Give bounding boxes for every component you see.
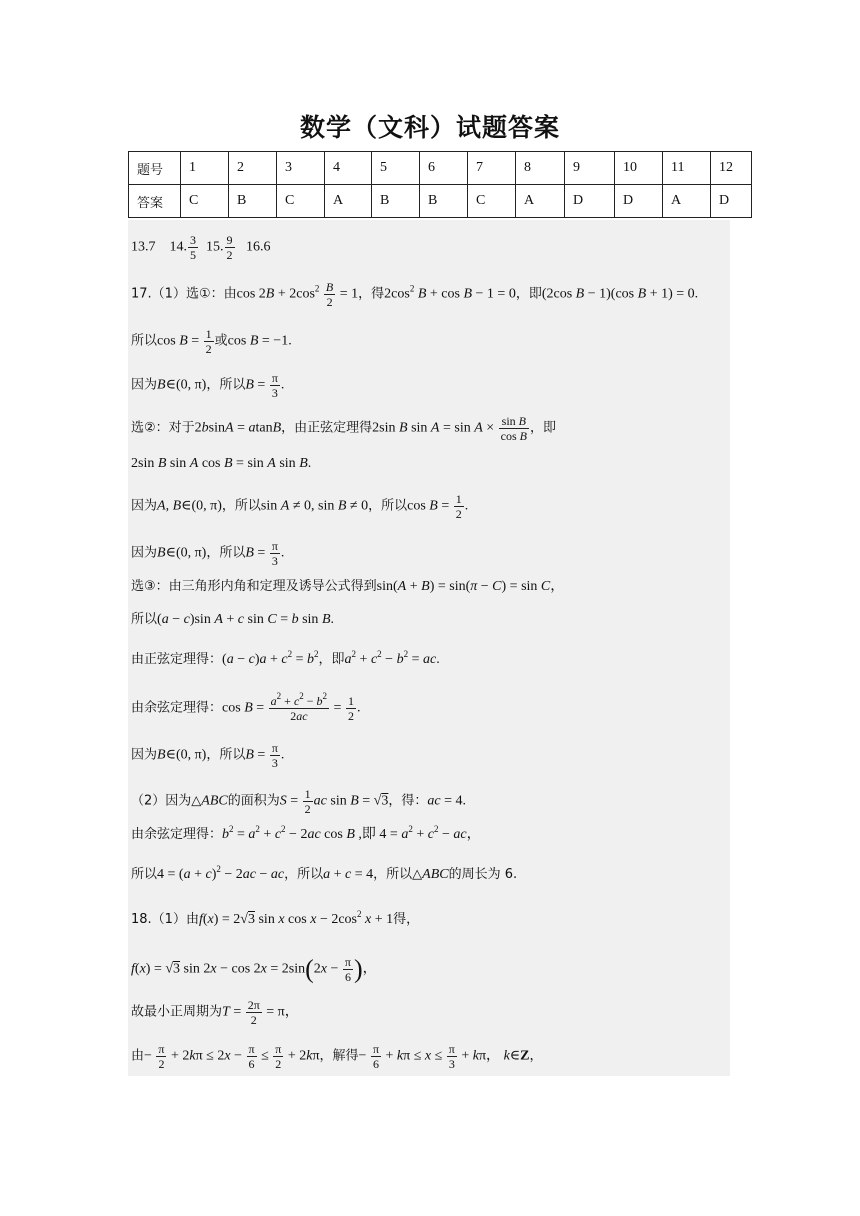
table-cell: A bbox=[325, 185, 372, 218]
table-cell: 1 bbox=[181, 152, 229, 185]
table-cell: C bbox=[277, 185, 325, 218]
table-cell: D bbox=[565, 185, 615, 218]
q17-option1-line: 17.（1）选①：由$\cos 2B + 2\cos^2$ $\frac{B}{2}$ = 1，得$2\cos^2$ B + cos B − 1 = 0，即(2cos B − 1)(cos B + 1) = 0. bbox=[131, 280, 699, 309]
q17-option3-line: 选③：由三角形内角和定理及诱导公式得到sin(A + B) = sin(π − C) = sin C， bbox=[131, 579, 565, 594]
q17-b-result-3: 因为B∈(0, π)，所以B = $\frac{\pi}{3}$ . bbox=[131, 741, 285, 770]
table-cell: B bbox=[420, 185, 468, 218]
q17-option3-eq1: 所以(a − c)sin A + c sin C = b sin B. bbox=[131, 612, 334, 627]
table-row-answers bbox=[129, 185, 752, 218]
table-cell: A bbox=[663, 185, 711, 218]
table-cell: 12 bbox=[711, 152, 752, 185]
table-cell: B bbox=[229, 185, 277, 218]
table-cell: 7 bbox=[468, 152, 516, 185]
table-cell: C bbox=[468, 185, 516, 218]
q18-period: 故最小正周期为T = $\frac{2\pi}{2}$ = π， bbox=[131, 998, 299, 1027]
q17-cosb-values: 所以cos B = $\frac{1}{2}$ 或cos B = −1. bbox=[131, 327, 292, 356]
table-cell: D bbox=[615, 185, 663, 218]
q18-interval: 由− $\frac{\pi}{2}$ + 2kπ ≤ 2x − $\frac{\pi}{6}$ ≤ $\frac{\pi}{2}$ + 2kπ，解得− $\frac{\pi}{6}$ + kπ ≤ x ≤ $\frac{\pi}{3}$ + kπ， k∈Z， bbox=[131, 1042, 543, 1071]
row-label-answer: 答案 bbox=[129, 185, 181, 218]
page-title: 数学（文科）试题答案 bbox=[299, 113, 560, 142]
table-cell: 9 bbox=[565, 152, 615, 185]
q17-part2-coslaw: 由余弦定理得：$b^2 = a^2 + c^2 - 2ac$ cos B ,即 $4 = a^2 + c^2$ − ac， bbox=[131, 824, 481, 842]
q17-part2-area: （2）因为△ABC的面积为S = $\frac{1}{2}$ ac sin B = √3，得：ac = 4. bbox=[131, 787, 467, 816]
q18-intro-line: 18.（1）由f(x) = 2√3 sin x $\cos x - 2\cos^2$ x + 1得， bbox=[131, 909, 420, 927]
q17-b-result-1: 因为B∈(0, π)，所以B = $\frac{\pi}{3}$ . bbox=[131, 371, 285, 400]
table-cell: 11 bbox=[663, 152, 711, 185]
q17-option2-line: 选②：对于2bsinA = atanB，由正弦定理得2sin B sin A = sin A × $\frac{\text{sin B}}{\text{cos B}}$ ，即 bbox=[131, 414, 557, 443]
q17-part2-perimeter: 所以$4 = (a + c)^2 - 2ac$ − ac，所以a + c = 4，所以△ABC的周长为 6. bbox=[131, 864, 518, 882]
row-label-number: 题号 bbox=[129, 152, 181, 185]
q17-option3-eq3: 由余弦定理得：cos B = $\frac{a^2 + c^2 - b^2}{2ac}$ = $\frac{1}{2}$ . bbox=[131, 691, 361, 723]
table-cell: A bbox=[516, 185, 565, 218]
q17-option2-equation: 2sin B sin A cos B = sin A sin B. bbox=[131, 456, 312, 471]
fill-in-answers: 13.7 14. $\frac{3}{5}$ 15. $\frac{9}{2}$ 16.6 bbox=[131, 233, 271, 262]
table-cell: C bbox=[181, 185, 229, 218]
table-cell: 6 bbox=[420, 152, 468, 185]
table-cell: 10 bbox=[615, 152, 663, 185]
table-cell: B bbox=[372, 185, 420, 218]
table-cell: 2 bbox=[229, 152, 277, 185]
table-row-numbers bbox=[129, 152, 752, 185]
table-cell: 3 bbox=[277, 152, 325, 185]
table-cell: D bbox=[711, 185, 752, 218]
q18-simplified: f(x) = √3 sin 2x − cos 2x = 2sin(2x − $\frac{\pi}{6}$ )， bbox=[131, 954, 377, 984]
q17-option2-cosb: 因为A, B∈(0, π)，所以sin A ≠ 0, sin B ≠ 0，所以cos B = $\frac{1}{2}$ . bbox=[131, 492, 469, 521]
table-cell: 4 bbox=[325, 152, 372, 185]
answer-table bbox=[128, 151, 752, 218]
q17-option3-eq2: 由正弦定理得：$(a - c)a + c^2 = b^2$，即$a^2 + c^2 - b^2$ = ac. bbox=[131, 649, 440, 667]
q17-b-result-2: 因为B∈(0, π)，所以B = $\frac{\pi}{3}$ . bbox=[131, 539, 285, 568]
table-cell: 8 bbox=[516, 152, 565, 185]
table-cell: 5 bbox=[372, 152, 420, 185]
